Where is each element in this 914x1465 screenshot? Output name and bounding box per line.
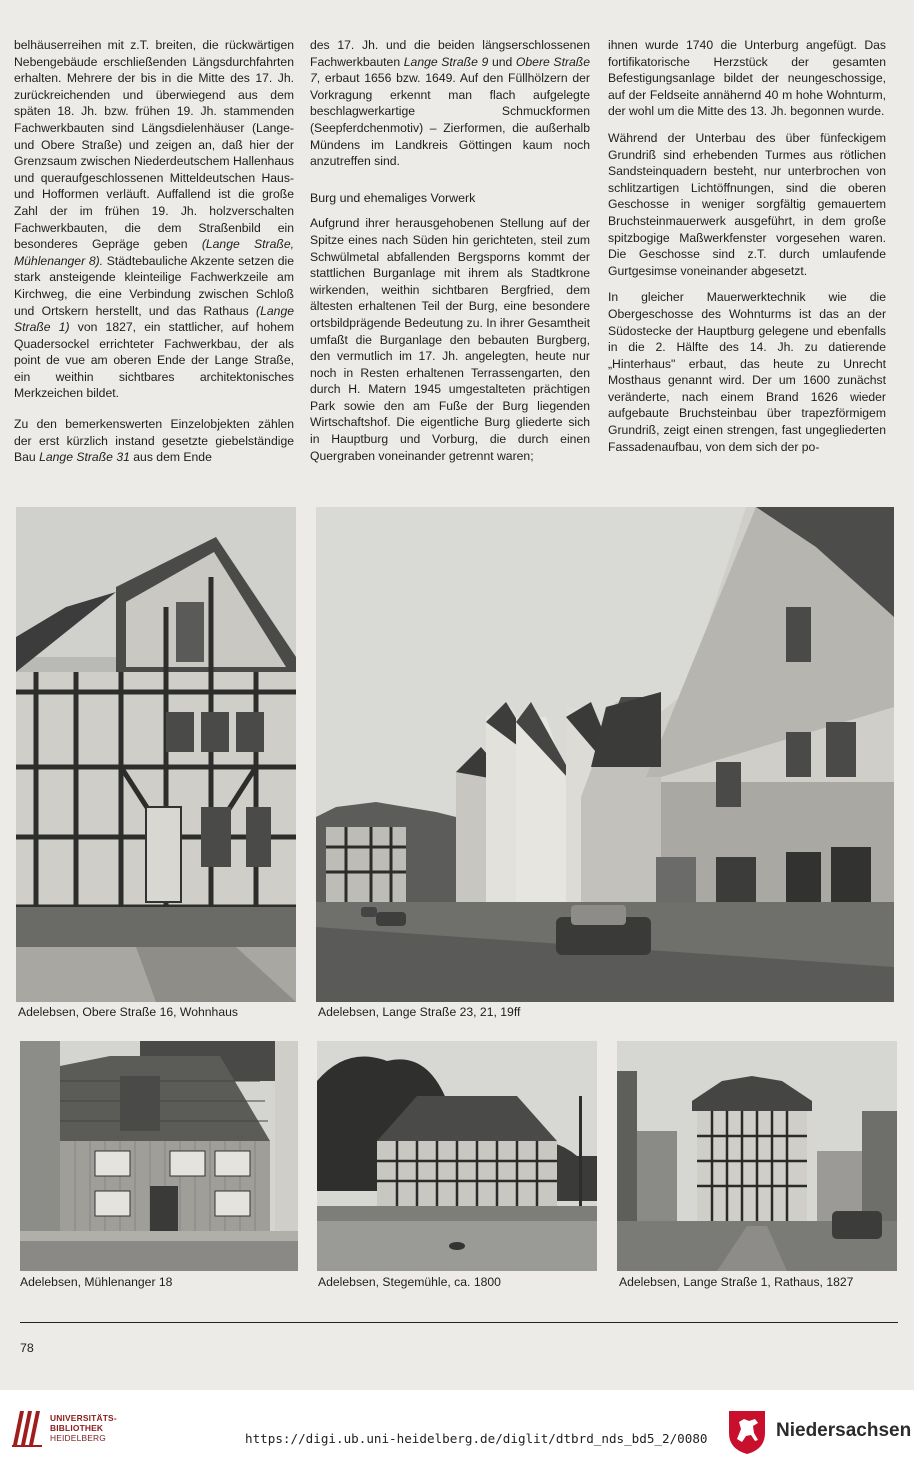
- caption: Adelebsen, Obere Straße 16, Wohnhaus: [18, 1005, 238, 1019]
- photo-rathaus: [617, 1041, 897, 1271]
- text-column-3: [608, 37, 886, 465]
- heidelberg-university-library-logo-icon: [10, 1405, 44, 1449]
- niedersachsen-wordmark: Niedersachsen: [776, 1420, 912, 1441]
- text-column-2: [310, 37, 590, 474]
- paragraph: Zu den bemerkenswerten Einzelobjekten zählen der erst kürzlich instand gesetzte giebelständige Bau Lange Straße 31 aus dem Ende: [14, 417, 294, 465]
- paragraph: belhäuserreihen mit z.T. breiten, die rückwärtigen Nebengebäude erschließenden Längsdurchfahrten erhalten. Mehrere der bis in die Mitte des 17. Jh. zurückreichenden und überwiegend aus dem späten 18. Jh. bzw. frühen 19. Jh. stammenden Fachwerkbauten sind Längsdielenhäuser (Lange- und Obere Straße) und zeigen an, daß hier der Grenzsaum zwischen Niederdeutschem Hallenhaus und queraufgeschlossenen Mitteldeutschen Haus- und Hofformen verläuft. Auffallend ist die große Zahl der im frühen 19. Jh. holzverschalten Fachwerkbauten, die dem Straßenbild ein besonderes Gepräge geben (Lange Straße, Mühlenanger 8). Städtebauliche Akzente setzen die stark ansteigende kleinteilige Fachwerkzeile am Kirchweg, die eine Verbindung zwischen Schloß und Ortskern herstellt, und das Rathaus (Lange Straße 1) von 1827, ein stattlicher, auf hohem Quadersockel errichteter Fachwerkbau, der als point de vue am oberen Ende der Lange Straße, ein weithin sichtbares architektonisches Merkzeichen bildet.: [14, 38, 294, 401]
- footer-rule: [20, 1322, 898, 1323]
- paragraph: Während der Unterbau des über fünfeckigem Grundriß sind erhebenden Turmes aus rötlichen Sandsteinquadern besteht, nur unterbrochen von schlitzartigen Lichtöffnungen, sind die oberen Geschosse in weniger sorgfältig gemauertem Bruchsteinmauerwerk ausgeführt, in dem große spitzbogige Maßwerkfenster vorgesehen waren. Die Geschosse sind z.T. durch umlaufende Gurtgesimse voneinander abgesetzt.: [608, 130, 886, 278]
- paragraph: des 17. Jh. und die beiden längserschlossenen Fachwerkbauten Lange Straße 9 und Obere Straße 7, erbaut 1656 bzw. 1649. Auf den Füllhölzern der Vorkragung erkennt man flach aufgelegte beschlagwerkartige Schmuckformen (Seepferdchenmotiv) – Zierformen, die außerhalb Mündens im Landkreis Göttingen kaum noch anzutreffen sind.: [310, 38, 591, 169]
- caption: Adelebsen, Lange Straße 1, Rathaus, 1827: [619, 1275, 854, 1289]
- section-heading: Burg und ehemaliges Vorwerk: [310, 190, 476, 205]
- paragraph: Aufgrund ihrer herausgehobenen Stellung auf der Spitze eines nach Süden hin gerichteten, steil zum Schwülmetal abfallenden Bergsporns kommt der stattlichen Burganlage mit ihrem als Stadtkrone wirkenden, weithin sichtbaren Bergfried, dem ältesten erhaltenen Teil der Burg, eine besondere ortsbildprägende Bedeutung zu. In ihrer Gesamtheit umfaßt die Burganlage den bebauten Burgberg, den vermutlich im 17. Jh. angelegten, heute nur noch in Resten erhaltenen Terrassengarten, den durch H. Matern 1945 umgestalteten prächtigen Park sowie den am Fuße der Burg liegenden Wirtschaftshof. Die eigentliche Burg gliederte sich in Hauptburg und Vorburg, die durch einen Quergraben voneinander getrennt waren;: [310, 216, 590, 463]
- photo-obere-strasse-16: [16, 507, 296, 1002]
- source-url-link[interactable]: https://digi.ub.uni-heidelberg.de/diglit/dtbrd_nds_bd5_2/0080: [245, 1431, 708, 1446]
- page-number: 78: [20, 1341, 34, 1355]
- caption: Adelebsen, Mühlenanger 18: [20, 1275, 173, 1289]
- university-library-name: UNIVERSITÄTS- BIBLIOTHEK HEIDELBERG: [50, 1413, 117, 1443]
- photo-lange-strasse-23: [316, 507, 894, 1002]
- text-column-1: [14, 37, 294, 476]
- photo-muehlenanger-18: [20, 1041, 298, 1271]
- photo-stegemuehle: [317, 1041, 597, 1271]
- paragraph: ihnen wurde 1740 die Unterburg angefügt. Das fortifikatorische Herzstück der gesamten Befestigungsanlage bildet der neungeschossige, auf der Feldseite annähernd 40 m hohe Wohnturm, der wohl um die Mitte des 13. Jh. begonnen wurde.: [608, 38, 886, 119]
- paragraph: In gleicher Mauerwerktechnik wie die Obergeschosse des Wohnturms ist das an der Südostecke der Hauptburg gelegene und ebenfalls in die 2. Hälfte des 14. Jh. zu datierende „Hinterhaus" erbaut, das heute zu Unrecht Mosthaus genannt wird. Der um 1600 zunächst veränderte, nach einem Brand 1626 wieder aufgebaute Bruchsteinbau über trapezförmigem Grundriß, zeigt einen strengen, fast ungegliederten Fassadenaufbau, von dem sich der po-: [608, 290, 886, 454]
- caption: Adelebsen, Stegemühle, ca. 1800: [318, 1275, 501, 1289]
- caption: Adelebsen, Lange Straße 23, 21, 19ff: [318, 1005, 521, 1019]
- niedersachsen-horse-crest-icon: [727, 1409, 767, 1455]
